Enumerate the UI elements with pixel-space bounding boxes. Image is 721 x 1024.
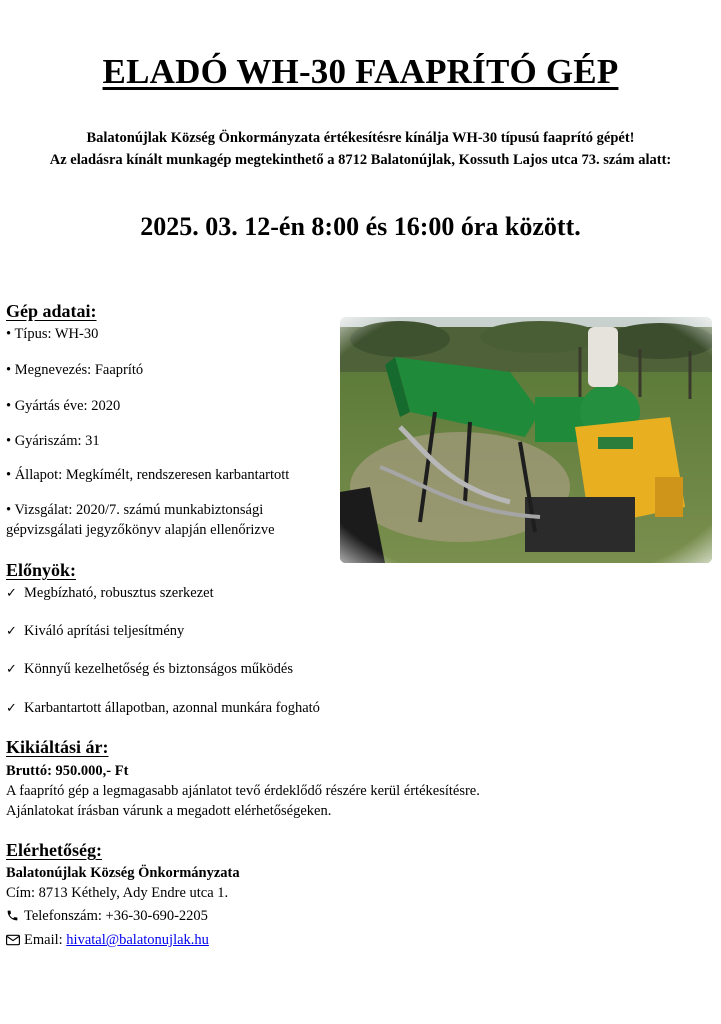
- viewing-date: 2025. 03. 12-én 8:00 és 16:00 óra között.: [140, 212, 581, 241]
- phone-icon: [6, 908, 24, 928]
- advantage-item: [6, 621, 184, 642]
- email-icon: [6, 932, 24, 952]
- spec-year: • Gyártás éve: 2020: [6, 398, 121, 414]
- check-icon: ✓: [6, 586, 17, 601]
- contact-phone-row: [6, 906, 208, 928]
- advantage-item: [6, 583, 214, 604]
- contact-phone: Telefonszám: +36-30-690-2205: [24, 908, 208, 924]
- price-heading: Kikiáltási ár:: [6, 737, 109, 757]
- contact-email-label: Email:: [24, 932, 67, 948]
- price-note-1: A faaprító gép a legmagasabb ajánlatot tevő érdeklődő részére kerül értékesítésre.: [6, 783, 480, 799]
- advantage-text: Kiváló aprítási teljesítmény: [24, 623, 185, 639]
- intro-line-1: Balatonújlak Község Önkormányzata értékesítésre kínálja WH-30 típusú faaprító gépét!: [86, 130, 635, 146]
- contact-heading: Elérhetőség:: [6, 840, 102, 860]
- spec-inspection-cont: gépvizsgálati jegyzőkönyv alapján ellenőrizve: [6, 522, 275, 538]
- spec-serial: • Gyáriszám: 31: [6, 433, 100, 449]
- advantage-item: [6, 698, 320, 719]
- price-note-2: Ajánlatokat írásban várunk a megadott elérhetőségeken.: [6, 803, 332, 819]
- wood-chipper-photo: [340, 317, 712, 563]
- spec-type: • Típus: WH-30: [6, 326, 99, 342]
- check-icon: ✓: [6, 624, 17, 639]
- advantages-heading: Előnyök:: [6, 560, 77, 580]
- check-icon: ✓: [6, 701, 17, 716]
- advantage-text: Könnyű kezelhetőség és biztonságos működés: [24, 661, 294, 677]
- price-gross: Bruttó: 950.000,- Ft: [6, 763, 129, 779]
- advantage-text: Karbantartott állapotban, azonnal munkára fogható: [24, 700, 320, 716]
- contact-email-row: [6, 930, 209, 952]
- check-icon: ✓: [6, 662, 17, 677]
- page-title: ELADÓ WH-30 FAAPRÍTÓ GÉP: [102, 52, 619, 91]
- spec-condition: • Állapot: Megkímélt, rendszeresen karbantartott: [6, 467, 290, 483]
- spec-name: • Megnevezés: Faaprító: [6, 362, 144, 378]
- advantage-text: Megbízható, robusztus szerkezet: [24, 585, 214, 601]
- specs-heading: Gép adatai:: [6, 301, 97, 321]
- contact-org: Balatonújlak Község Önkormányzata: [6, 865, 240, 881]
- contact-address: Cím: 8713 Kéthely, Ady Endre utca 1.: [6, 885, 229, 901]
- advantage-item: [6, 659, 293, 680]
- spec-inspection: • Vizsgálat: 2020/7. számú munkabiztonsági: [6, 502, 264, 518]
- contact-email-link[interactable]: hivatal@balatonujlak.hu: [66, 932, 209, 948]
- intro-line-2: Az eladásra kínált munkagép megtekinthető a 8712 Balatonújlak, Kossuth Lajos utca 73. szám alatt:: [49, 152, 672, 168]
